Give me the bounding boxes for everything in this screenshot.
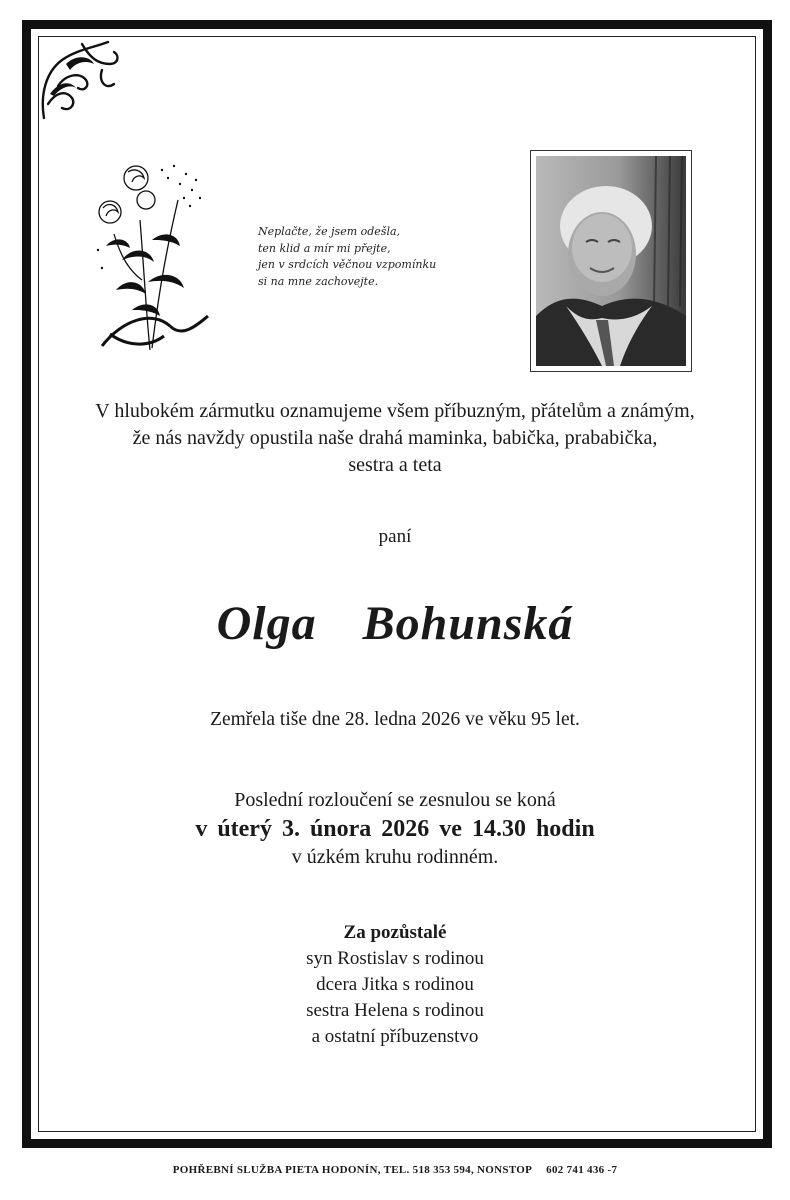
art-nouveau-corner-ornament-icon bbox=[36, 34, 122, 122]
mourners-heading: Za pozůstalé bbox=[343, 922, 447, 943]
memorial-poem bbox=[258, 224, 498, 290]
announcement-line: sestra a teta bbox=[348, 454, 442, 476]
poem-line: Neplačte, že jsem odešla, bbox=[258, 225, 401, 238]
mourner-line: a ostatní příbuzenstvo bbox=[311, 1026, 479, 1047]
footer-company: POHŘEBNÍ SLUŽBA PIETA HODONÍN, TEL. 518 353 594, NONSTOP bbox=[172, 1164, 533, 1176]
mourner-line: sestra Helena s rodinou bbox=[306, 1000, 484, 1021]
portrait-photo bbox=[536, 156, 686, 366]
announcement-line: že nás navždy opustila naše drahá maminka, babička, prababička, bbox=[132, 427, 658, 449]
poem-line: jen v srdcích věčnou vzpomínku bbox=[258, 258, 437, 271]
announcement-line: V hlubokém zármutku oznamujeme všem příbuzným, přátelům a známým, bbox=[95, 400, 695, 422]
mourners-list bbox=[0, 920, 790, 1050]
deceased-name: Olga Bohunská bbox=[216, 597, 574, 650]
farewell-datetime: v úterý 3. února 2026 ve 14.30 hodin bbox=[195, 816, 595, 842]
announcement-text bbox=[0, 398, 790, 479]
poem-line: si na mne zachovejte. bbox=[258, 274, 379, 288]
poem-line: ten klid a mír mi přejte, bbox=[258, 241, 391, 255]
death-info: Zemřela tiše dne 28. ledna 2026 ve věku 95 let. bbox=[210, 709, 580, 730]
title-prefix: paní bbox=[378, 526, 412, 547]
mourner-line: dcera Jitka s rodinou bbox=[316, 974, 474, 995]
farewell-intro: Poslední rozloučení se zesnulou se koná bbox=[234, 789, 556, 811]
rose-bouquet-icon bbox=[92, 150, 214, 360]
mourner-line: syn Rostislav s rodinou bbox=[306, 948, 484, 969]
farewell-place: v úzkém kruhu rodinném. bbox=[291, 846, 499, 868]
farewell-info bbox=[0, 787, 790, 871]
footer-phone: 602 741 436 -7 bbox=[546, 1164, 618, 1176]
funeral-service-footer bbox=[0, 1164, 790, 1176]
